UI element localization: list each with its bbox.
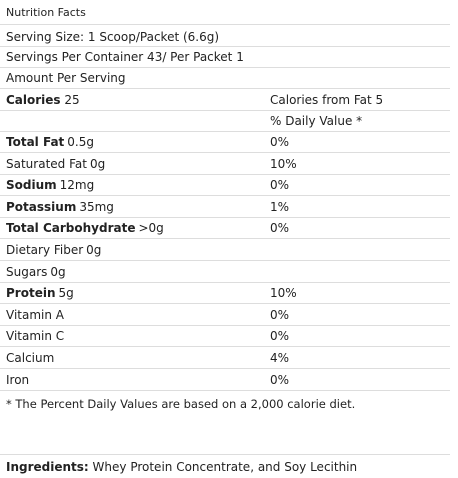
nutrient-row xyxy=(6,351,54,365)
ingredients xyxy=(6,460,357,474)
nutrient-amount: 5g xyxy=(58,286,74,301)
divider xyxy=(0,282,450,283)
ingredients-text: Whey Protein Concentrate, and Soy Lecithin xyxy=(92,460,358,474)
divider xyxy=(0,390,450,391)
nutrient-daily-value: 0% xyxy=(270,221,290,236)
divider xyxy=(0,217,450,218)
nutrient-amount: 35mg xyxy=(79,199,114,214)
nutrient-amount: 0g xyxy=(86,243,102,257)
nutrient-daily-value: 0% xyxy=(270,372,290,387)
divider xyxy=(0,238,450,239)
nutrient-label: Vitamin C xyxy=(6,329,65,344)
footnote: * The Percent Daily Values are based on a 2,000 calorie diet. xyxy=(6,397,356,411)
divider xyxy=(0,303,450,304)
divider xyxy=(0,67,450,68)
nutrient-row xyxy=(6,329,64,343)
divider xyxy=(0,260,450,261)
nutrient-row xyxy=(6,200,114,214)
nutrient-amount: 0g xyxy=(89,156,106,171)
nutrient-label: Sugars xyxy=(6,264,48,279)
calories-cell xyxy=(6,93,80,107)
divider xyxy=(0,46,450,47)
divider xyxy=(0,131,450,132)
calories-label: Calories xyxy=(6,93,61,107)
nutrient-row xyxy=(6,243,101,257)
nutrient-label: Saturated Fat xyxy=(6,156,87,171)
divider xyxy=(0,346,450,347)
servings-per-container: Servings Per Container 43/ Per Packet 1 xyxy=(6,50,244,64)
serving-size: Serving Size: 1 Scoop/Packet (6.6g) xyxy=(6,30,220,44)
nutrient-amount: 12mg xyxy=(59,178,95,193)
divider xyxy=(0,88,450,89)
nutrient-amount: 0g xyxy=(50,264,66,279)
ingredients-label: Ingredients: xyxy=(6,460,89,474)
nutrient-row xyxy=(6,373,29,387)
calories-from-fat: Calories from Fat 5 xyxy=(270,93,384,107)
nutrient-amount: >0g xyxy=(138,221,164,236)
nutrient-label: Potassium xyxy=(6,199,77,214)
nutrient-daily-value: 10% xyxy=(270,286,297,301)
panel-title: Nutrition Facts xyxy=(6,6,86,19)
divider xyxy=(0,195,450,196)
divider xyxy=(0,110,450,111)
nutrient-label: Total Carbohydrate xyxy=(6,221,136,236)
nutrient-label: Calcium xyxy=(6,351,55,365)
nutrient-daily-value: 0% xyxy=(270,307,290,322)
nutrient-label: Total Fat xyxy=(6,135,65,149)
nutrient-daily-value: 10% xyxy=(270,156,297,171)
nutrient-daily-value: 0% xyxy=(270,329,290,344)
calories-value: 25 xyxy=(64,93,80,107)
divider xyxy=(0,454,450,455)
divider xyxy=(0,325,450,326)
nutrient-label: Protein xyxy=(6,286,56,301)
divider xyxy=(0,174,450,175)
daily-value-header: % Daily Value * xyxy=(270,114,363,128)
divider xyxy=(0,152,450,153)
nutrient-daily-value: 0% xyxy=(270,135,290,149)
amount-per-serving: Amount Per Serving xyxy=(6,71,126,85)
nutrient-label: Dietary Fiber xyxy=(6,243,84,257)
nutrient-label: Iron xyxy=(6,372,30,387)
nutrient-daily-value: 1% xyxy=(270,199,290,214)
nutrient-amount: 0.5g xyxy=(67,135,94,149)
nutrient-row xyxy=(6,157,105,171)
nutrient-row xyxy=(6,221,164,235)
nutrient-label: Vitamin A xyxy=(6,307,64,322)
nutrient-row xyxy=(6,286,74,300)
nutrient-daily-value: 4% xyxy=(270,351,290,365)
nutrient-label: Sodium xyxy=(6,178,57,193)
divider xyxy=(0,368,450,369)
nutrient-row xyxy=(6,135,94,149)
nutrient-daily-value: 0% xyxy=(270,178,290,193)
nutrient-row xyxy=(6,265,66,279)
divider xyxy=(0,24,450,25)
nutrient-row xyxy=(6,308,64,322)
nutrient-row xyxy=(6,178,94,192)
